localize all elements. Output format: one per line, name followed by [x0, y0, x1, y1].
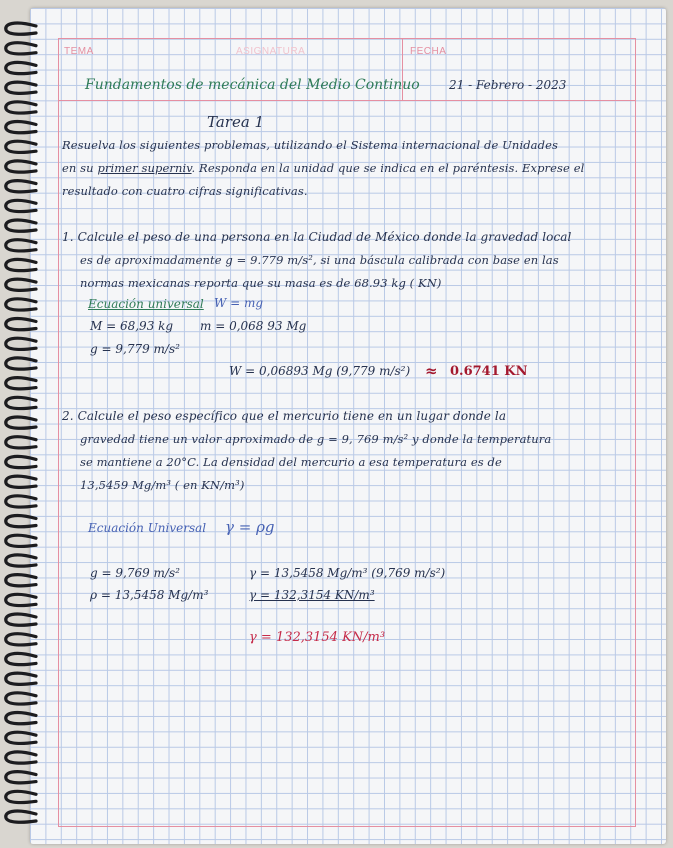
spiral-ring	[6, 456, 36, 467]
problem1-mass-converted: m = 0,068 93 Mg	[200, 319, 307, 333]
spiral-ring	[6, 181, 36, 192]
spiral-ring	[6, 811, 36, 822]
spiral-ring	[6, 23, 36, 34]
spiral-ring	[6, 437, 36, 448]
spiral-ring	[6, 358, 36, 369]
problem1-result: 0.6741 KN	[450, 364, 528, 379]
spiral-ring	[6, 535, 36, 546]
problem1-approx-symbol: ≈	[425, 362, 438, 380]
spiral-ring	[6, 516, 36, 527]
spiral-ring	[6, 161, 36, 172]
spiral-ring	[6, 82, 36, 93]
assignment-title: Tarea 1	[207, 113, 265, 131]
problem1-calculation: W = 0,06893 Mg (9,779 m/s²)	[229, 364, 411, 378]
spiral-ring	[6, 476, 36, 487]
spiral-ring	[6, 673, 36, 684]
course-title: Fundamentos de mecánica del Medio Continuo	[85, 77, 420, 93]
spiral-ring	[6, 338, 36, 349]
intro-line-1: Resuelva los siguientes problemas, utilizando el Sistema internacional de Unidades	[62, 138, 559, 152]
spiral-ring	[6, 299, 36, 310]
spiral-ring	[6, 43, 36, 54]
spiral-ring	[6, 594, 36, 605]
spiral-ring	[6, 141, 36, 152]
intro-line-2-a: en su	[62, 161, 94, 175]
spiral-ring	[6, 555, 36, 566]
spiral-ring	[6, 378, 36, 389]
spiral-ring	[6, 752, 36, 763]
spiral-ring	[6, 653, 36, 664]
problem2-calculation-2: γ = 132,3154 KN/m³	[249, 588, 375, 602]
problem1-line-3: normas mexicanas reporta que su masa es de 68.93 kg ( KN)	[80, 276, 442, 290]
header-divider	[58, 100, 636, 101]
spiral-ring	[6, 772, 36, 783]
date: 21 - Febrero - 2023	[449, 78, 567, 92]
intro-underlined: primer superniv	[97, 161, 192, 175]
spiral-ring	[6, 575, 36, 586]
spiral-ring	[6, 220, 36, 231]
problem2-equation-label: Ecuación Universal	[88, 521, 207, 535]
spiral-ring	[6, 693, 36, 704]
spiral-ring	[6, 259, 36, 270]
spiral-ring	[6, 319, 36, 330]
spiral-ring	[6, 732, 36, 743]
spiral-binding	[0, 18, 40, 838]
spiral-ring	[6, 279, 36, 290]
problem1-equation: W = mg	[214, 296, 264, 310]
problem1-line-2: es de aproximadamente g = 9.779 m/s², si una báscula calibrada con base en las	[80, 253, 559, 267]
spiral-ring	[6, 713, 36, 724]
spiral-ring	[6, 240, 36, 251]
problem2-line-3: se mantiene a 20°C. La densidad del mercurio a esa temperatura es de	[80, 455, 502, 469]
problem2-gravity: g = 9,769 m/s²	[90, 566, 180, 580]
intro-line-2	[62, 161, 584, 175]
problem1-line-1: 1. Calcule el peso de una persona en la Ciudad de México donde la gravedad local	[62, 230, 572, 244]
spiral-ring	[6, 122, 36, 133]
intro-line-2-b: . Responda en la unidad que se indica en el paréntesis. Exprese el	[191, 161, 585, 175]
spiral-ring	[6, 200, 36, 211]
spiral-ring	[6, 614, 36, 625]
asignatura-label: ASIGNATURA	[236, 46, 306, 57]
spiral-ring	[6, 496, 36, 507]
fecha-label: FECHA	[410, 46, 447, 57]
spiral-ring	[6, 397, 36, 408]
spiral-ring	[6, 102, 36, 113]
problem2-line-1: 2. Calcule el peso específico que el mercurio tiene en un lugar donde la	[62, 409, 507, 423]
problem1-gravity: g = 9,779 m/s²	[90, 342, 180, 356]
spiral-ring	[6, 634, 36, 645]
problem2-density: ρ = 13,5458 Mg/m³	[90, 588, 209, 602]
problem2-line-4: 13,5459 Mg/m³ ( en KN/m³)	[80, 478, 245, 492]
intro-line-3: resultado con cuatro cifras significativas.	[62, 184, 308, 198]
problem2-line-2: gravedad tiene un valor aproximado de g = 9, 769 m/s² y donde la temperatura	[80, 432, 552, 446]
spiral-ring	[6, 791, 36, 802]
spiral-ring	[6, 62, 36, 73]
problem2-calculation-1: γ = 13,5458 Mg/m³ (9,769 m/s²)	[249, 566, 446, 580]
problem2-result: γ = 132,3154 KN/m³	[249, 630, 386, 645]
problem1-equation-label: Ecuación universal	[88, 297, 204, 311]
problem2-equation: γ = ρg	[225, 518, 275, 536]
tema-label: TEMA	[64, 46, 94, 57]
spiral-ring	[6, 417, 36, 428]
problem1-mass: M = 68,93 kg	[90, 319, 174, 333]
